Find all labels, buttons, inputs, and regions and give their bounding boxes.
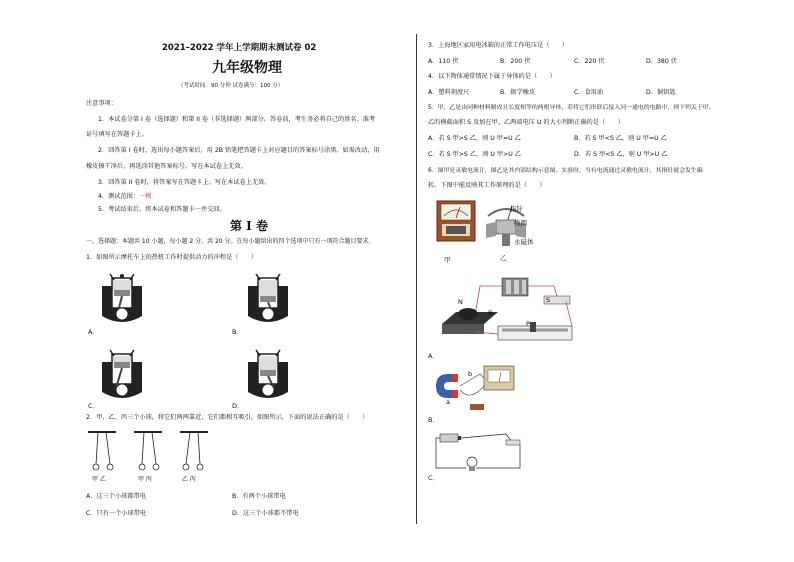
note-scope-label: 4．测试范围： [98,193,140,200]
label-P: P [526,320,530,328]
part-instructions: 一、选择题：本题共 10 小题，每小题 2 分，共 20 分。在每小题给出的四个选项中只有一项符合题目要求。 [86,238,375,245]
label-N: N [458,298,463,306]
q5-option: B．若 S 甲<S 乙，则 U 甲=U 乙 [574,135,667,142]
q6-option-label: A． [428,352,439,360]
note-line: 1．本试卷分第 I 卷（选择题）和第 II 卷（非选择题）两部分。答卷前，考生务必将自己的姓名、准考 [98,116,376,123]
engine-stroke-c-image [98,344,146,402]
note-line: 证号填写在答题卡上。 [86,131,148,138]
q1-option-label: A． [88,328,99,336]
q3-option: D．380 伏 [646,58,677,65]
engine-stroke-d-image [244,344,292,402]
q1-option-label: D． [232,402,244,410]
q2-stem: 2．甲、乙、丙三个小球，将它们两两靠近，它们都相互吸引，如图所示，下面的说法正确的是（ ） [86,414,369,421]
q5-stem: 5．甲、乙是由同种材料制成且长度相等的两根导体，若将它们串联后接入同一通电的电路中，则下列关于甲、 [428,105,715,111]
label-magnet: 永磁体 [514,238,534,246]
q2-option: B．有两个小球带电 [232,493,286,500]
galvanometer-image [436,200,476,244]
circuit-c-image [436,428,526,478]
q6-stem: 6．图甲是灵敏电流计，图乙是其内部结构示意图。实验时，当有电流通过灵敏电流计，其指针就会发生偏 [428,168,703,174]
engine-stroke-b-image [244,268,292,326]
q3-stem: 3．上海地区家用电冰箱的正常工作电压是（ ） [428,42,569,49]
q5-option: A．若 S 甲>S 乙，则 U 甲=U 乙 [428,135,521,142]
circuit-b-image [430,364,520,416]
ball-label: 甲 乙 [92,476,106,483]
note-line: 橡皮擦干净后，再选涂其他答案标号。写在本试卷上无效。 [86,163,247,170]
q6-stem: 转。下图中能反映其工作原理的是（ ） [428,182,546,189]
label-coil: 线圈 [514,219,527,227]
subject-title: 九年级物理 [212,60,282,76]
note-line: 2．回答第 I 卷时，选出每小题答案后，用 2B 铅笔把答题卡上对应题目的答案标号涂黑。如需改动，用 [98,147,380,154]
q4-option: D．铜钥匙 [646,89,676,96]
part-title: 第 I 卷 [230,219,268,233]
exam-title: 2021–2022 学年上学期期末测试卷 02 [162,43,317,53]
fig-label-jia: 甲 [444,256,451,264]
q5-option: C．若 S 甲>S 乙，则 U 甲>U 乙 [428,151,521,158]
label-b: b [468,370,473,378]
q6-option-label: B． [428,416,439,424]
circuit-a-image [436,272,586,348]
label-pointer: 指针 [510,205,523,213]
q1-stem: 1．如图所示摩托车上的热机工作时提供动力的冲程是（ ） [86,254,257,261]
label-S: S [546,296,551,304]
q1-option-label: B． [232,328,243,336]
note-scope-value: 一模 [139,193,152,200]
q4-option: B．据学橡皮 [500,89,536,96]
q1-option-label: C． [88,402,100,410]
label-B: B [488,309,493,317]
q4-option: C．食用油 [574,89,604,96]
q2-option: D．这三个小球都不带电 [232,510,299,517]
note-line [98,193,151,201]
q4-stem: 4．以下物体通常情况下属于导体的是（ ） [428,73,556,80]
note-line: 5．考试结束后，将本试卷和答题卡一并交回。 [98,206,226,213]
exam-meta: （考试时间：90 分钟 试卷满分：100 分） [178,83,284,89]
label-a: a [446,398,450,406]
q5-stem: 乙的横截面积 S 及加在甲、乙两端电压 U 的大小判断正确的是（ ） [428,119,624,126]
note-line: 3．回答第 II 卷时，将答案写在答题卡上。写在本试卷上无效。 [98,179,271,186]
ball-label: 甲 丙 [138,476,152,483]
q2-option: C．只有一个小球带电 [86,510,147,517]
q3-option: B．200 伏 [500,58,531,65]
column-divider [416,34,417,524]
q3-option: C．220 伏 [574,58,605,65]
charged-balls-image [86,430,216,480]
notes-title: 注意事项： [86,100,117,107]
q6-option-label: C． [428,474,440,482]
engine-stroke-a-image [98,268,146,326]
ball-label: 乙 丙 [182,476,196,483]
q4-option: A．塑料刻度尺 [428,89,470,96]
fig-label-yi: 乙 [500,254,507,262]
q3-option: A．110 伏 [428,58,459,65]
q5-option: D．若 S 甲<S 乙，则 U 甲>U 乙 [574,151,668,158]
q2-option: A．这三个小球都带电 [86,493,146,500]
